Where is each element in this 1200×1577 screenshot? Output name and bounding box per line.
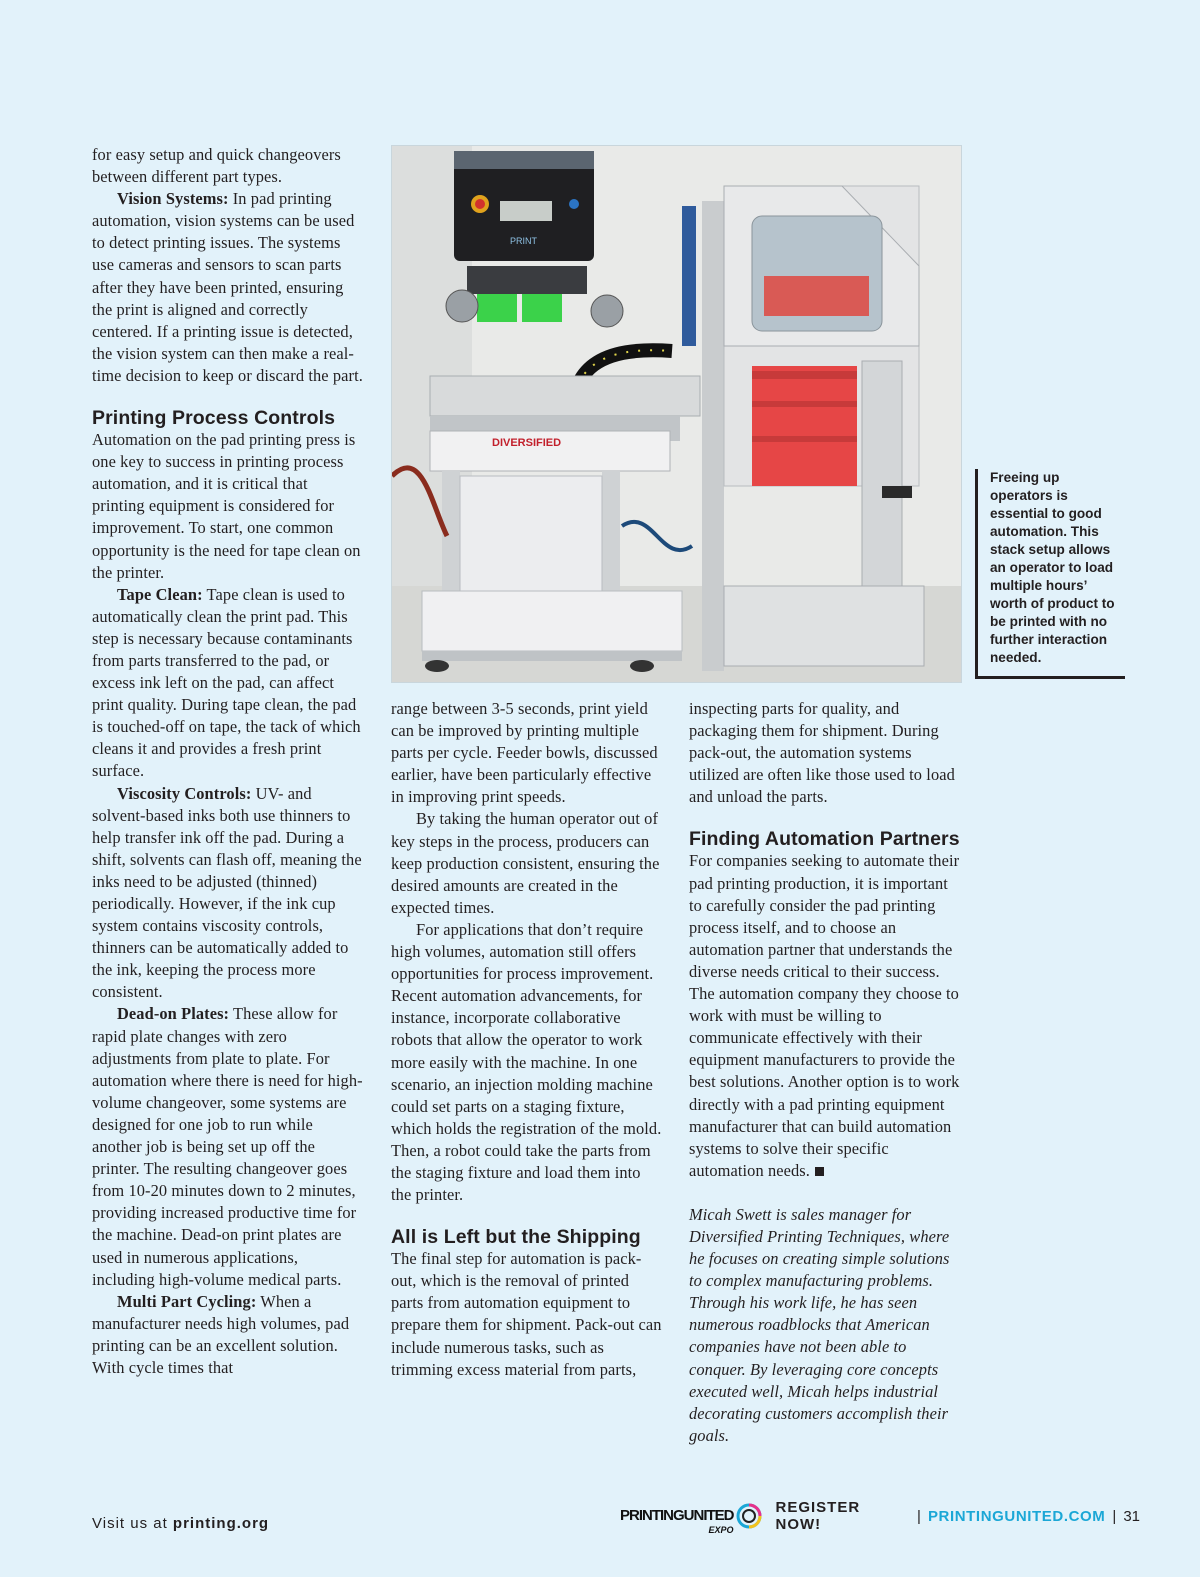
article-column-3 [689,698,961,1447]
printingunited-site-link[interactable]: PRINTINGUNITED.COM [927,1507,1106,1525]
separator: | [1112,1507,1117,1525]
author-bio: Micah Swett is sales manager for Diversified Printing Techniques, where he focuses on creating simple solutions to complex manufacturing problems. Through his work life, he has seen numerous roadblocks that American companies have not been able to conquer. By leveraging core concepts executed well, Micah helps industrial decorating customers accomplish their goals. [689,1204,950,1445]
panel-label: PRINT [510,236,537,246]
paragraph-text: In pad printing automation, vision systems can be used to detect printing issues. The systems use cameras and sensors to scan parts after they have been printed, ensuring the print is aligned and correctly centered. If a printing issue is detected, the vision system can then make a real-time decision to keep or discard the part. [92,189,363,385]
paragraph: Automation on the pad printing press is one key to success in printing process automation, and it is critical that printing equipment is considered for improvement. To start, one common opportunity is the need for tape clean on the printer. [92,430,361,582]
machine-brand-label: DIVERSIFIED [492,437,562,449]
paragraph: For applications that don’t require high volumes, automation still offers opportunities for process improvement. Recent automation advancements, for instance, incorporate collaborative robots that allow the operator to work more easily with the machine. In one scenario, an injection molding machine could set parts on a staging fixture, which holds the registration of the mold. Then, a robot could take the parts from the staging fixture and load them into the printer. [391,919,662,1205]
paragraph-text: When a manufacturer needs high volumes, pad printing can be an excellent solution. With cycle times that [92,1291,350,1377]
paragraph-text: For companies seeking to automate their pad printing production, it is important to carefully consider the pad printing process itself, and to choose an automation partner that understands the diverse needs critical to their success. The automation company they choose to work with must be willing to communicate effectively with their equipment manufacturers to provide the best solutions. Another option is to work directly with a pad printing equipment manufacturer that can build automation systems to solve their specific automation needs. [689,851,960,1180]
pad-printing-machine-illustration [392,146,961,682]
run-in-heading: Multi Part Cycling: [117,1291,257,1311]
run-in-heading: Tape Clean: [117,584,203,604]
run-in-heading: Vision Systems: [117,189,229,209]
footer-promo [620,1498,1140,1534]
page-number: 31 [1123,1507,1140,1525]
paragraph-multi-part [92,1291,364,1379]
paragraph-text: Tape clean is used to automatically clean the print pad. This step is necessary because contaminants from parts transferred to the pad, or excess ink left on the pad, can affect print quality. During tape clean, the pad is touched-off on tape, the tack of which cleans it and provides a fresh print surface. [92,584,361,781]
paragraph: range between 3-5 seconds, print yield can be improved by printing multiple parts per cycle. Feeder bowls, discussed earlier, have been particularly effective in improving print speeds. [391,699,658,807]
section-heading: Printing Process Controls [92,407,336,430]
run-in-heading: Dead-on Plates: [117,1004,230,1024]
logo-subtext: EXPO [708,1525,734,1535]
end-of-article-mark [815,1167,824,1176]
paragraph-text: UV- and solvent-based inks both use thinners to help transfer ink off the pad. During a shift, solvents can flash off, meaning the inks need to be adjusted (thinned) periodically. However, if the ink cup system contains viscosity controls, thinners can be automatically added to the ink, keeping the process more consistent. [92,783,362,1002]
section-heading: Finding Automation Partners [689,828,960,851]
paragraph-viscosity [92,783,364,1004]
paragraph-text: These allow for rapid plate changes with zero adjustments from plate to plate. For automation where there is need for high-volume changeover, some systems are designed for one job to run while another job is being set up off the printer. The resulting changeover goes from 10-20 minutes down to 2 minutes, providing increased productive time for the machine. Dead-on print plates are used in numerous applications, including high-volume medical parts. [92,1004,363,1289]
register-now-link[interactable]: REGISTER NOW! [775,1499,861,1533]
article-column-1 [92,144,364,1379]
paragraph: The final step for automation is pack-out, which is the removal of printed parts from automation equipment to prepare them for shipment. Pack-out can include numerous tasks, such as trimming excess material from parts, [391,1249,662,1379]
article-column-2 [391,698,663,1381]
photo-caption: Freeing up operators is essential to good automation. This stack setup allows an operator to load multiple hours’ worth of product to be printed with no further interaction needed. [975,469,1125,679]
footer-visit [92,1515,269,1532]
paragraph-dead-on-plates [92,1003,364,1290]
visit-prefix: Visit us at [92,1515,173,1532]
paragraph: By taking the human operator out of key steps in the process, producers can keep production consistent, ensuring the desired amounts are created in the expected times. [391,809,660,917]
paragraph-vision-systems [92,188,364,387]
logo-text: PRINTINGUNITED [620,1507,734,1524]
machine-photo [391,145,962,683]
paragraph-with-endmark [689,850,961,1181]
logo-wordmark [620,1507,734,1535]
paragraph: for easy setup and quick changeovers between different part types. [92,145,341,187]
run-in-heading: Viscosity Controls: [117,783,252,803]
paragraph-tape-clean [92,584,364,783]
printing-united-logo[interactable] [620,1503,762,1535]
section-heading: All is Left but the Shipping [391,1226,641,1249]
paragraph: inspecting parts for quality, and packaging them for shipment. During pack-out, the automation systems utilized are often like those used to load and unload the parts. [689,699,955,807]
logo-circle-icon [736,1503,762,1529]
separator: | [917,1507,921,1525]
visit-site-link[interactable]: printing.org [172,1515,270,1532]
